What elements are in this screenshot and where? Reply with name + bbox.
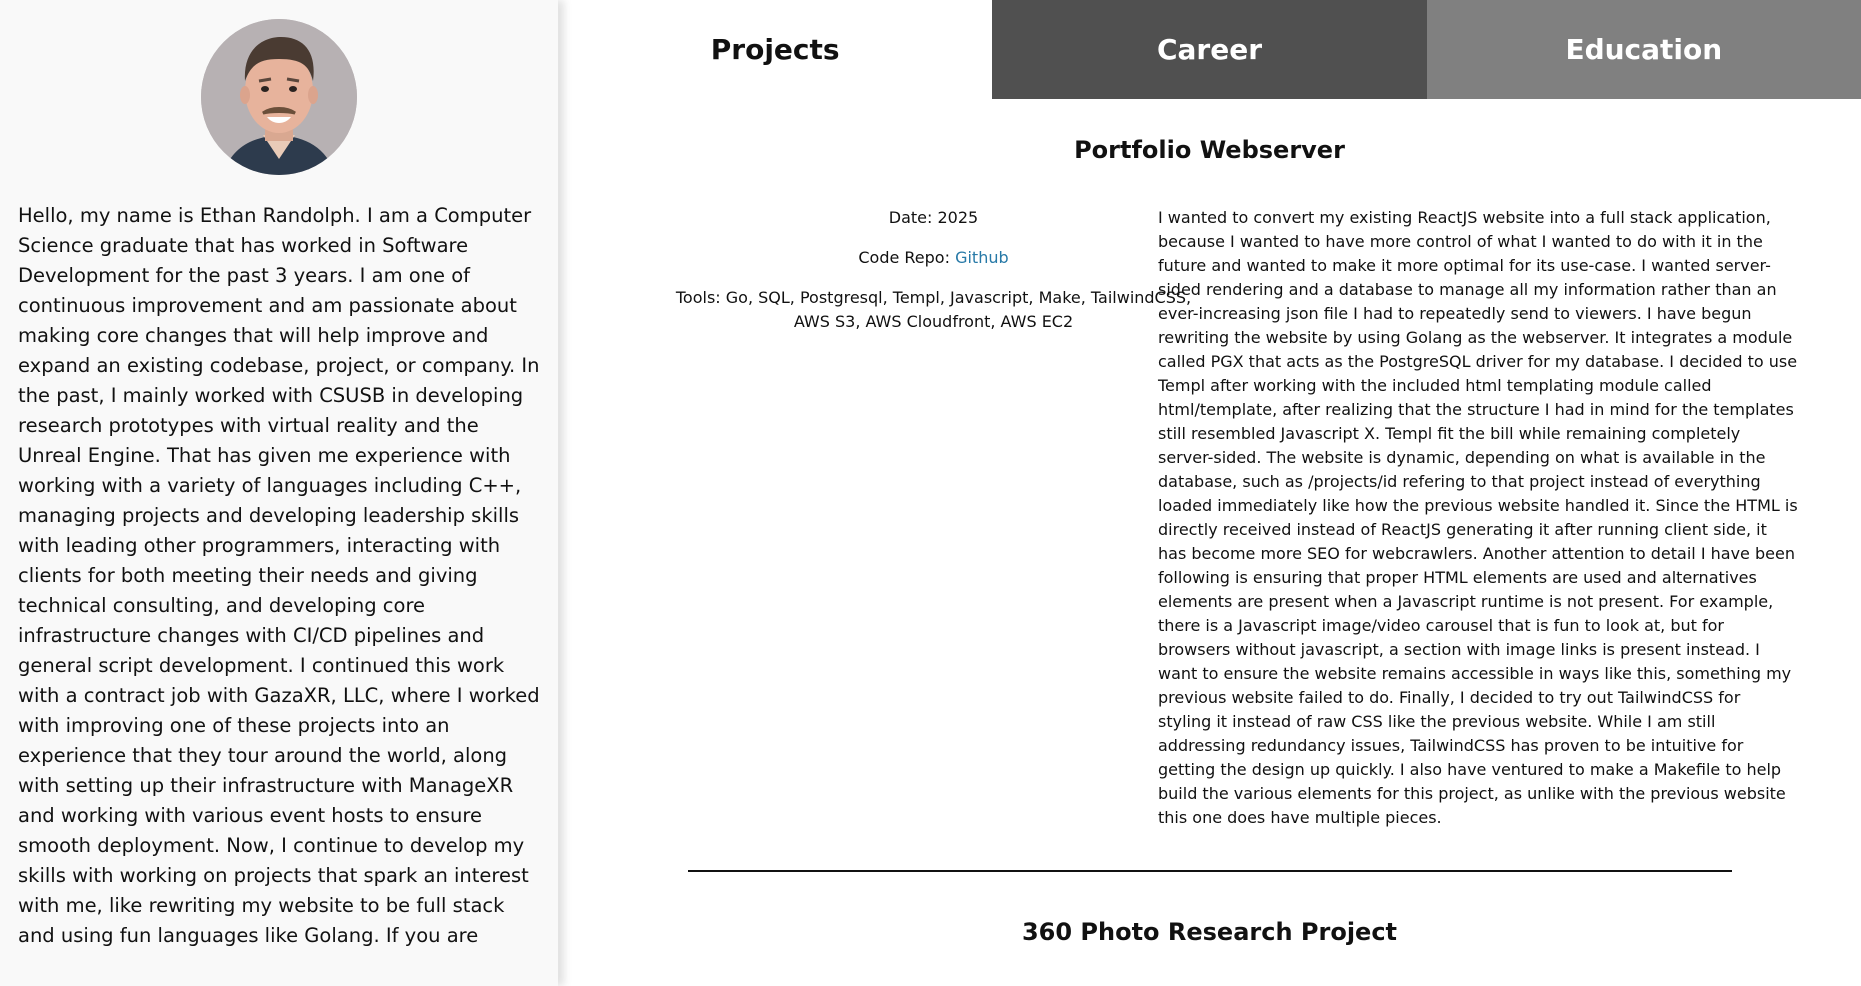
project-description: I wanted to convert my existing ReactJS website into a full stack application, because I wanted to have more control of what I wanted to do with it in the future and wanted to make it more optimal for its use-case. I wanted server-sided rendering and a database to manage all my information rather than an ever-increasing json file I had to repeatedly send to viewers. I have begun rewriting the website by using Golang as the webserver. It integrates a module called PGX that acts as the PostgreSQL driver for my database. I decided to use Templ after working with the included html templating module called html/template, after realizing that the structure I had in mind for the templates still resembled Javascript X. Templ fit the bill while remaining completely server-sided. The website is dynamic, depending on what is available in the database, such as /projects/id refering to that project instead of everything loaded immediately like how the previous website handled it. Since the HTML is directly received instead of ReactJS generating it after running client side, it has become more SEO for webcrawlers. Another attention to detail I have been following is ensuring that proper HTML elements are used and alternatives elements are present when a Javascript runtime is not present. For example, there is a Javascript image/video carousel that is fun to look at, but for browsers without javascript, a section with image links is present instead. I want to ensure the website remains accessible in ways like this, something my previous website failed to do. Finally, I decided to try out TailwindCSS for styling it instead of raw CSS like the previous website. While I am still addressing redundancy issues, TailwindCSS has proven to be intuitive for getting the design up quickly. I also have ventured to make a Makefile to help build the various elements for this project, as unlike with the previous website this one does have multiple pieces. — [1158, 208, 1798, 827]
project-title: 360 Photo Research Project — [1021, 918, 1398, 946]
project-title: Portfolio Webserver — [1074, 136, 1345, 164]
project-tools: Tools: Go, SQL, Postgresql, Templ, Javascript, Make, TailwindCSS, AWS S3, AWS Cloudfront, AWS EC2 — [675, 288, 1192, 331]
profile-bio: Hello, my name is Ethan Randolph. I am a Computer Science graduate that has worked in Software Development for the past 3 years. I am one of continuous improvement and am passionate about making core changes that will help improve and expand an existing codebase, project, or company. In the past, I mainly worked with CSUSB in developing research prototypes with virtual reality and the Unreal Engine. That has given me experience with working with a variety of languages including C++, managing projects and developing leadership skills with leading other programmers, interacting with clients for both meeting their needs and giving technical consulting, and developing core infrastructure changes with CI/CD pipelines and general script development. I continued this work with a contract job with GazaXR, LLC, where I worked with improving one of these projects into an experience that they tour around the world, along with setting up their infrastructure with ManageXR and working with various event hosts to ensure smooth deployment. Now, I continue to develop my skills with working on projects that spark an interest with me, like rewriting my website to be full stack and using fun languages like Golang. If you are — [18, 204, 540, 947]
section-tabs — [558, 0, 1861, 99]
tab-career[interactable]: Career — [992, 0, 1426, 99]
project-date: Date: 2025 — [888, 208, 979, 227]
project-repo — [658, 246, 1209, 270]
tab-projects[interactable]: Projects — [558, 0, 992, 99]
project-meta — [658, 206, 1209, 334]
github-link[interactable]: Github — [955, 248, 1009, 267]
main-content — [558, 0, 1861, 986]
tab-education[interactable]: Education — [1427, 0, 1861, 99]
profile-avatar — [201, 19, 357, 175]
project-repo-label: Code Repo: — [858, 248, 956, 267]
avatar-photo — [201, 19, 357, 175]
project-divider — [688, 870, 1732, 872]
profile-sidebar — [0, 0, 558, 986]
